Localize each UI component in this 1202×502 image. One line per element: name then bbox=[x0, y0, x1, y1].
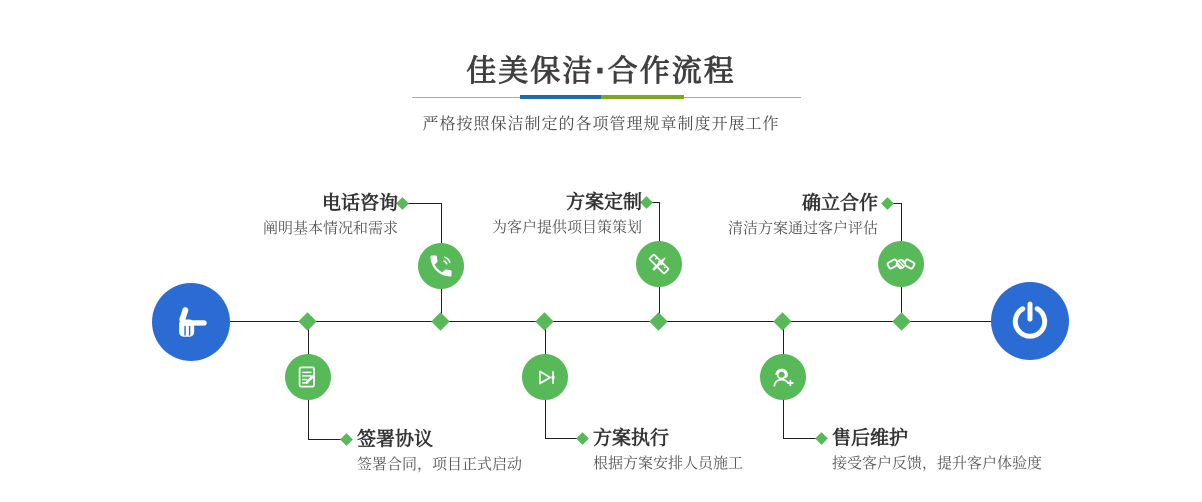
step-circle-consult bbox=[418, 243, 464, 289]
timeline-node-diamond bbox=[535, 312, 553, 330]
design-icon bbox=[645, 250, 673, 278]
timeline-node-diamond bbox=[773, 312, 791, 330]
divider-green-segment bbox=[601, 95, 684, 99]
page-subtitle: 严格按照保洁制定的各项管理规章制度开展工作 bbox=[422, 114, 780, 133]
contract-icon bbox=[294, 363, 322, 391]
step-title: 售后维护 bbox=[832, 427, 909, 449]
step-desc: 清洁方案通过客户评估 bbox=[727, 219, 878, 237]
timeline-node-diamond bbox=[649, 312, 667, 330]
step-label-cooperate bbox=[558, 192, 878, 237]
step-desc: 签署合同，项目正式启动 bbox=[357, 455, 523, 473]
start-node bbox=[152, 283, 230, 361]
timeline-node-diamond bbox=[892, 312, 910, 330]
step-title: 确立合作 bbox=[801, 192, 878, 214]
step-desc: 为客户提供项目策策划 bbox=[491, 218, 642, 236]
step-circle-plan bbox=[636, 241, 682, 287]
label-diamond bbox=[576, 432, 589, 445]
label-diamond bbox=[881, 197, 894, 210]
end-node bbox=[991, 282, 1069, 360]
step-circle-sign bbox=[285, 354, 331, 400]
step-desc: 阐明基本情况和需求 bbox=[262, 219, 398, 237]
phone-icon bbox=[427, 252, 455, 280]
step-label-execute bbox=[593, 427, 743, 472]
step-desc: 接受客户反馈，提升客户体验度 bbox=[832, 454, 1043, 472]
step-title: 方案定制 bbox=[565, 191, 642, 213]
step-title: 签署协议 bbox=[357, 428, 434, 450]
timeline bbox=[230, 321, 992, 322]
step-circle-execute bbox=[522, 354, 568, 400]
power-icon bbox=[1008, 299, 1052, 343]
step-circle-cooperate bbox=[878, 241, 924, 287]
timeline-node-diamond bbox=[431, 312, 449, 330]
step-desc: 根据方案安排人员施工 bbox=[593, 454, 744, 472]
play-icon bbox=[531, 363, 559, 391]
step-label-sign bbox=[357, 428, 522, 473]
label-diamond bbox=[340, 433, 353, 446]
step-circle-aftersale bbox=[760, 354, 806, 400]
pointing-hand-icon bbox=[170, 301, 212, 343]
handshake-icon bbox=[886, 249, 916, 279]
divider-blue-segment bbox=[520, 95, 601, 99]
timeline-node-diamond bbox=[298, 312, 316, 330]
headset-icon bbox=[769, 363, 797, 391]
step-label-aftersale bbox=[832, 427, 1042, 472]
page-title: 佳美保洁·合作流程 bbox=[466, 54, 736, 89]
step-title: 方案执行 bbox=[593, 427, 670, 449]
label-diamond bbox=[815, 432, 828, 445]
step-title: 电话咨询 bbox=[321, 192, 398, 214]
